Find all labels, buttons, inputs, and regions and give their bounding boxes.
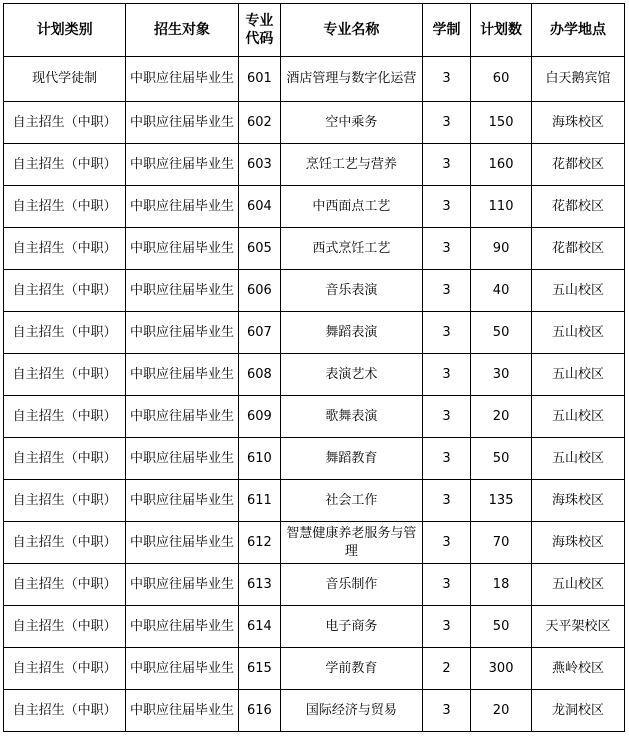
- cell-plan-count: 150: [471, 102, 532, 144]
- header-plan-type: 计划类别: [4, 4, 126, 57]
- cell-years: 3: [422, 57, 471, 102]
- cell-plan-type: 自主招生（中职）: [4, 354, 126, 396]
- cell-years: 3: [422, 186, 471, 228]
- cell-plan-type: 自主招生（中职）: [4, 522, 126, 564]
- cell-major-name: 舞蹈表演: [281, 312, 423, 354]
- cell-years: 3: [422, 270, 471, 312]
- cell-plan-type: 自主招生（中职）: [4, 186, 126, 228]
- cell-plan-count: 50: [471, 312, 532, 354]
- header-major-code: 专业代码: [238, 4, 280, 57]
- cell-major-name: 音乐制作: [281, 564, 423, 606]
- cell-major-code: 605: [238, 228, 280, 270]
- cell-plan-count: 300: [471, 648, 532, 690]
- cell-years: 2: [422, 648, 471, 690]
- cell-major-name: 表演艺术: [281, 354, 423, 396]
- table-row: [4, 57, 625, 102]
- table-row: [4, 312, 625, 354]
- cell-plan-type: 自主招生（中职）: [4, 312, 126, 354]
- cell-major-name: 酒店管理与数字化运营: [281, 57, 423, 102]
- cell-plan-count: 20: [471, 690, 532, 732]
- cell-target: 中职应往届毕业生: [126, 522, 238, 564]
- cell-plan-count: 50: [471, 438, 532, 480]
- cell-major-code: 608: [238, 354, 280, 396]
- cell-location: 海珠校区: [531, 522, 624, 564]
- cell-location: 海珠校区: [531, 102, 624, 144]
- cell-major-name: 社会工作: [281, 480, 423, 522]
- cell-major-code: 606: [238, 270, 280, 312]
- cell-location: 花都校区: [531, 186, 624, 228]
- cell-years: 3: [422, 354, 471, 396]
- cell-years: 3: [422, 522, 471, 564]
- cell-target: 中职应往届毕业生: [126, 396, 238, 438]
- cell-location: 五山校区: [531, 354, 624, 396]
- cell-plan-count: 60: [471, 57, 532, 102]
- cell-major-name: 中西面点工艺: [281, 186, 423, 228]
- cell-major-name: 歌舞表演: [281, 396, 423, 438]
- cell-major-name: 舞蹈教育: [281, 438, 423, 480]
- cell-major-code: 604: [238, 186, 280, 228]
- cell-location: 五山校区: [531, 564, 624, 606]
- cell-target: 中职应往届毕业生: [126, 564, 238, 606]
- cell-major-name: 空中乘务: [281, 102, 423, 144]
- cell-target: 中职应往届毕业生: [126, 102, 238, 144]
- cell-years: 3: [422, 228, 471, 270]
- cell-major-code: 610: [238, 438, 280, 480]
- cell-major-code: 613: [238, 564, 280, 606]
- cell-plan-type: 自主招生（中职）: [4, 270, 126, 312]
- cell-target: 中职应往届毕业生: [126, 270, 238, 312]
- cell-plan-count: 110: [471, 186, 532, 228]
- cell-major-code: 612: [238, 522, 280, 564]
- cell-major-name: 音乐表演: [281, 270, 423, 312]
- header-plan-count: 计划数: [471, 4, 532, 57]
- cell-location: 天平架校区: [531, 606, 624, 648]
- table-row: [4, 648, 625, 690]
- cell-location: 花都校区: [531, 228, 624, 270]
- cell-plan-type: 自主招生（中职）: [4, 648, 126, 690]
- cell-years: 3: [422, 606, 471, 648]
- cell-major-code: 601: [238, 57, 280, 102]
- cell-plan-type: 自主招生（中职）: [4, 606, 126, 648]
- cell-plan-count: 20: [471, 396, 532, 438]
- cell-target: 中职应往届毕业生: [126, 354, 238, 396]
- table-row: [4, 102, 625, 144]
- cell-target: 中职应往届毕业生: [126, 57, 238, 102]
- table-row: [4, 438, 625, 480]
- cell-location: 五山校区: [531, 312, 624, 354]
- header-target: 招生对象: [126, 4, 238, 57]
- cell-location: 燕岭校区: [531, 648, 624, 690]
- cell-years: 3: [422, 396, 471, 438]
- cell-target: 中职应往届毕业生: [126, 648, 238, 690]
- table-row: [4, 228, 625, 270]
- cell-years: 3: [422, 438, 471, 480]
- cell-target: 中职应往届毕业生: [126, 144, 238, 186]
- cell-plan-type: 自主招生（中职）: [4, 690, 126, 732]
- cell-plan-count: 40: [471, 270, 532, 312]
- cell-major-name: 国际经济与贸易: [281, 690, 423, 732]
- cell-plan-type: 自主招生（中职）: [4, 564, 126, 606]
- table-row: [4, 522, 625, 564]
- cell-plan-type: 自主招生（中职）: [4, 480, 126, 522]
- cell-plan-type: 自主招生（中职）: [4, 438, 126, 480]
- cell-target: 中职应往届毕业生: [126, 480, 238, 522]
- cell-years: 3: [422, 102, 471, 144]
- table-row: [4, 690, 625, 732]
- cell-location: 五山校区: [531, 438, 624, 480]
- enrollment-plan-table: [3, 3, 625, 732]
- cell-plan-count: 160: [471, 144, 532, 186]
- cell-plan-type: 自主招生（中职）: [4, 228, 126, 270]
- table-row: [4, 606, 625, 648]
- table-body: [4, 57, 625, 732]
- cell-location: 五山校区: [531, 396, 624, 438]
- table-row: [4, 354, 625, 396]
- cell-major-name: 电子商务: [281, 606, 423, 648]
- cell-location: 龙洞校区: [531, 690, 624, 732]
- cell-major-name: 智慧健康养老服务与管理: [281, 522, 423, 564]
- cell-plan-count: 70: [471, 522, 532, 564]
- cell-plan-count: 135: [471, 480, 532, 522]
- cell-years: 3: [422, 480, 471, 522]
- cell-major-code: 614: [238, 606, 280, 648]
- cell-major-name: 西式烹饪工艺: [281, 228, 423, 270]
- cell-years: 3: [422, 144, 471, 186]
- cell-target: 中职应往届毕业生: [126, 438, 238, 480]
- header-location: 办学地点: [531, 4, 624, 57]
- table-row: [4, 564, 625, 606]
- cell-location: 海珠校区: [531, 480, 624, 522]
- header-major-name: 专业名称: [281, 4, 423, 57]
- cell-target: 中职应往届毕业生: [126, 186, 238, 228]
- cell-plan-count: 50: [471, 606, 532, 648]
- cell-major-code: 616: [238, 690, 280, 732]
- table-row: [4, 186, 625, 228]
- cell-plan-type: 自主招生（中职）: [4, 396, 126, 438]
- cell-plan-count: 18: [471, 564, 532, 606]
- cell-target: 中职应往届毕业生: [126, 690, 238, 732]
- table-row: [4, 396, 625, 438]
- table-header: [4, 4, 625, 57]
- cell-years: 3: [422, 564, 471, 606]
- table-row: [4, 480, 625, 522]
- cell-plan-count: 30: [471, 354, 532, 396]
- cell-major-code: 611: [238, 480, 280, 522]
- cell-target: 中职应往届毕业生: [126, 606, 238, 648]
- cell-plan-type: 自主招生（中职）: [4, 144, 126, 186]
- table-row: [4, 270, 625, 312]
- header-row: [4, 4, 625, 57]
- cell-plan-type: 自主招生（中职）: [4, 102, 126, 144]
- cell-target: 中职应往届毕业生: [126, 312, 238, 354]
- cell-target: 中职应往届毕业生: [126, 228, 238, 270]
- cell-location: 白天鹅宾馆: [531, 57, 624, 102]
- cell-plan-count: 90: [471, 228, 532, 270]
- cell-major-code: 602: [238, 102, 280, 144]
- cell-major-code: 615: [238, 648, 280, 690]
- cell-years: 3: [422, 690, 471, 732]
- cell-major-name: 学前教育: [281, 648, 423, 690]
- cell-location: 花都校区: [531, 144, 624, 186]
- cell-major-code: 603: [238, 144, 280, 186]
- cell-location: 五山校区: [531, 270, 624, 312]
- cell-major-code: 609: [238, 396, 280, 438]
- cell-plan-type: 现代学徒制: [4, 57, 126, 102]
- cell-years: 3: [422, 312, 471, 354]
- cell-major-code: 607: [238, 312, 280, 354]
- table-row: [4, 144, 625, 186]
- header-years: 学制: [422, 4, 471, 57]
- cell-major-name: 烹饪工艺与营养: [281, 144, 423, 186]
